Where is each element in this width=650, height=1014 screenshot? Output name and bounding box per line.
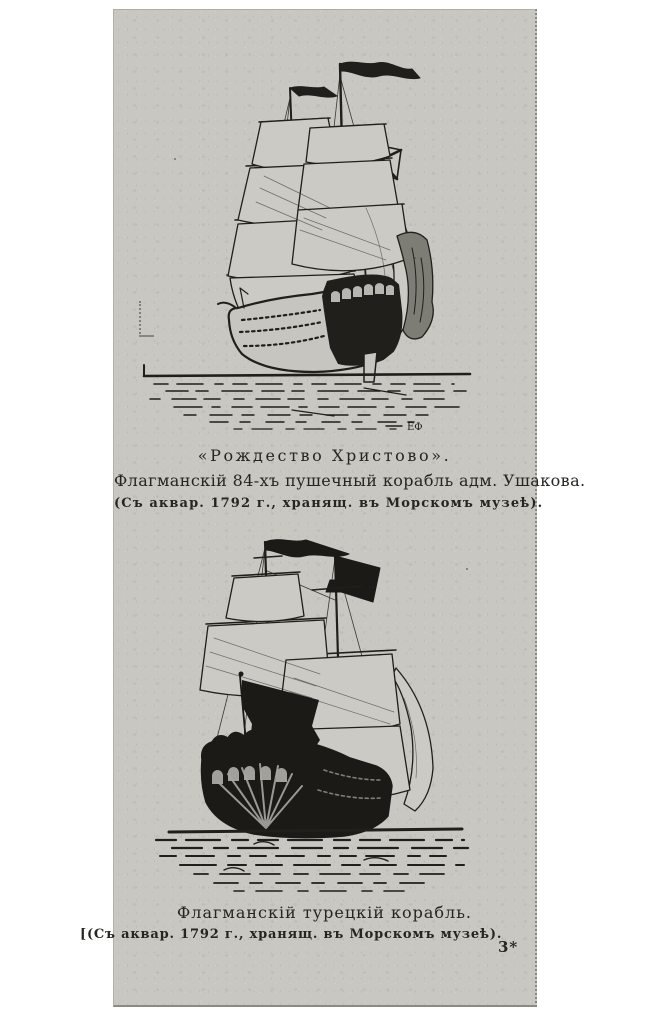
russian-flagship-engraving	[114, 58, 538, 454]
figure1-caption	[114, 446, 586, 513]
figure2-caption-source: [(Съ аквар. 1792 г., хранящ. въ Морскомъ музеѣ).	[80, 927, 503, 942]
ship1-pennant-icon	[290, 62, 420, 97]
figure1-caption-title: «Рождество Христово».	[197, 446, 452, 465]
signature-mark: 3*	[498, 938, 519, 956]
book-page	[80, 9, 586, 1007]
figure1-caption-subtitle: Флагманскій 84-хъ пушечный корабль адм. Ушакова.	[114, 471, 586, 490]
figure1-caption-source: (Съ аквар. 1792 г., хранящ. въ Морскомъ музеѣ).	[114, 496, 544, 511]
artist-monogram	[386, 422, 423, 433]
figure2-caption-title: Флагманскій турецкій корабль.	[177, 903, 472, 922]
ship2-water	[156, 829, 470, 891]
scan-speck	[466, 568, 468, 570]
scan-speck	[414, 257, 416, 259]
figure2-caption	[80, 903, 535, 944]
ship1-water	[144, 365, 470, 429]
turkish-flagship-engraving	[114, 528, 538, 900]
scan-artifact-bracket	[139, 301, 154, 337]
artist-monogram-text: ЕФ	[407, 422, 423, 433]
scan-speck	[174, 158, 176, 160]
